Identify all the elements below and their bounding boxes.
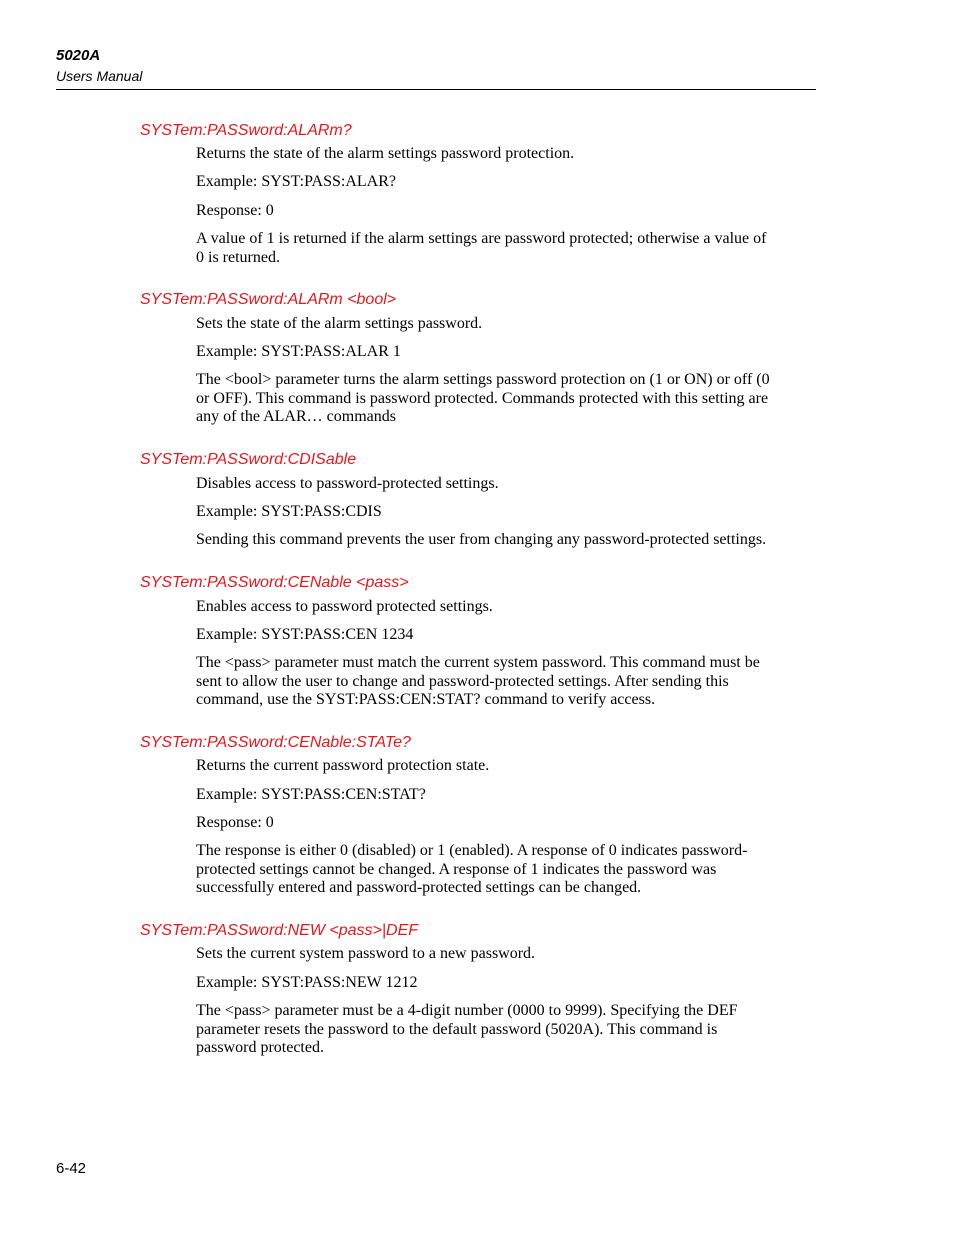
paragraph: The <pass> parameter must match the current system password. This command must be sent to allow the user to change and password-protected settings. After sending this command, use the SYST:PASS:CEN:STAT? command to verify access. <box>196 654 760 708</box>
command-heading: SYSTem:PASSword:NEW <pass>|DEF <box>140 922 419 939</box>
paragraph: Response: 0 <box>196 202 274 219</box>
product-name: 5020A <box>56 47 101 64</box>
paragraph: Example: SYST:PASS:CEN:STAT? <box>196 786 426 803</box>
paragraph: Returns the state of the alarm settings password protection. <box>196 145 575 162</box>
paragraph: Response: 0 <box>196 814 274 831</box>
paragraph: Disables access to password-protected settings. <box>196 475 499 492</box>
paragraph: Sets the state of the alarm settings password. <box>196 315 483 332</box>
header-rule <box>56 89 816 90</box>
paragraph: The <bool> parameter turns the alarm settings password protection on (1 or ON) or off (0 or OFF). This command is password protected. Commands protected with this setting are any of the ALAR… commands <box>196 371 770 425</box>
command-heading: SYSTem:PASSword:CENable <pass> <box>140 574 409 591</box>
paragraph: Sets the current system password to a new password. <box>196 945 536 962</box>
command-heading: SYSTem:PASSword:ALARm? <box>140 122 352 139</box>
paragraph: Example: SYST:PASS:NEW 1212 <box>196 974 418 991</box>
command-heading: SYSTem:PASSword:ALARm <bool> <box>140 291 397 308</box>
paragraph: Returns the current password protection state. <box>196 757 490 774</box>
paragraph: Enables access to password protected settings. <box>196 598 493 615</box>
paragraph: Example: SYST:PASS:ALAR 1 <box>196 343 401 360</box>
paragraph: Sending this command prevents the user from changing any password-protected settings. <box>196 531 767 548</box>
page-header <box>56 47 816 85</box>
paragraph: A value of 1 is returned if the alarm settings are password protected; otherwise a value of 0 is returned. <box>196 230 767 266</box>
manual-title: Users Manual <box>56 68 143 84</box>
paragraph: Example: SYST:PASS:CEN 1234 <box>196 626 414 643</box>
paragraph: The response is either 0 (disabled) or 1 (enabled). A response of 0 indicates password- protected settings cannot be changed. A response of 1 indicates the password was successfully entered and password-protected settings can be changed. <box>196 842 748 896</box>
paragraph: Example: SYST:PASS:ALAR? <box>196 173 396 190</box>
paragraph: Example: SYST:PASS:CDIS <box>196 503 382 520</box>
command-heading: SYSTem:PASSword:CENable:STATe? <box>140 734 411 751</box>
command-heading: SYSTem:PASSword:CDISable <box>140 451 357 468</box>
page-number: 6-42 <box>56 1160 87 1177</box>
paragraph: The <pass> parameter must be a 4-digit number (0000 to 9999). Specifying the DEF parameter resets the password to the default password (5020A). This command is password protected. <box>196 1002 738 1056</box>
